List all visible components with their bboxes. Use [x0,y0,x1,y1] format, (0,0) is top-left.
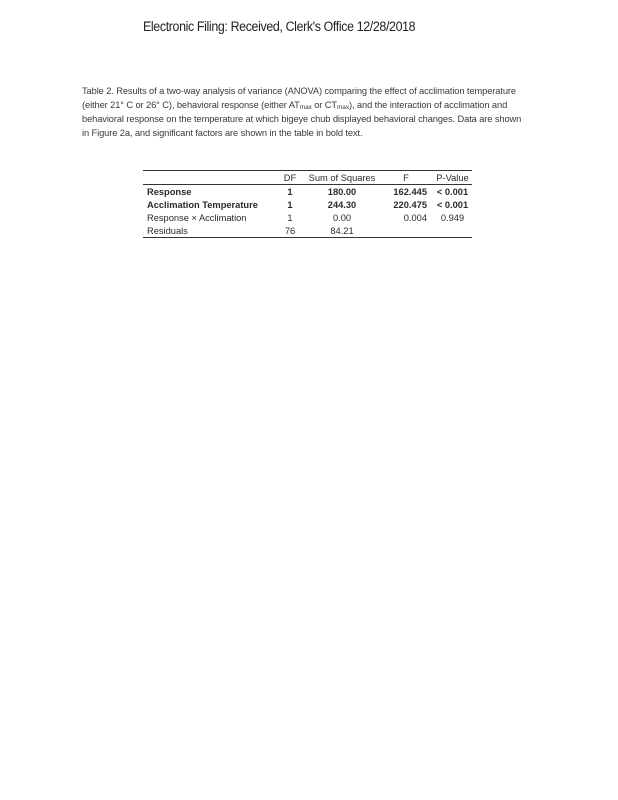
table-caption [82,84,527,140]
row-ss: 244.30 [327,199,357,210]
row-term: Response × Acclimation [147,212,247,223]
row-p: 0.949 [440,212,465,223]
anova-table [143,170,472,238]
row-term: Acclimation Temperature [147,199,258,210]
row-ss: 180.00 [327,186,357,197]
table-row [143,185,472,199]
row-f: 162.445 [393,186,427,197]
caption-text-3: ), and the interaction of acclimation and behavioral response on the temperature at which bigeye chub displayed behavioral changes. Data are shown in Figure 2a, and significant factors are shown in the table in bold text. [82,100,522,138]
table-row [143,224,472,238]
row-p: < 0.001 [436,186,469,197]
row-df: 1 [287,212,293,223]
row-df: 1 [287,199,293,210]
table-row [143,211,472,224]
row-f [379,224,433,238]
row-ss: 84.21 [305,224,379,238]
col-header-df: DF [275,171,305,185]
row-ss: 0.00 [332,212,352,223]
row-p [433,224,472,238]
table-row [143,198,472,211]
row-p: < 0.001 [436,199,469,210]
col-header-ss: Sum of Squares [305,171,379,185]
row-f: 220.475 [393,199,427,210]
col-header-p: P-Value [433,171,472,185]
caption-sub-2: max [336,104,349,111]
row-term: Response [147,186,192,197]
col-header-term [143,171,275,185]
caption-text-1: Table 2. Results of a two-way analysis of variance (ANOVA) comparing the effect of acclimation temperature (either 21° C or 26° C), behavioral response (either AT [82,86,516,110]
row-f: 0.004 [403,212,427,223]
table-header-row [143,171,472,185]
caption-sub-1: max [299,104,312,111]
row-df: 76 [275,224,305,238]
col-header-f: F [379,171,433,185]
row-df: 1 [287,186,293,197]
filing-stamp: Electronic Filing: Received, Clerk's Office 12/28/2018 [143,19,416,34]
caption-text-2: or CT [311,100,337,110]
row-term: Residuals [143,224,275,238]
